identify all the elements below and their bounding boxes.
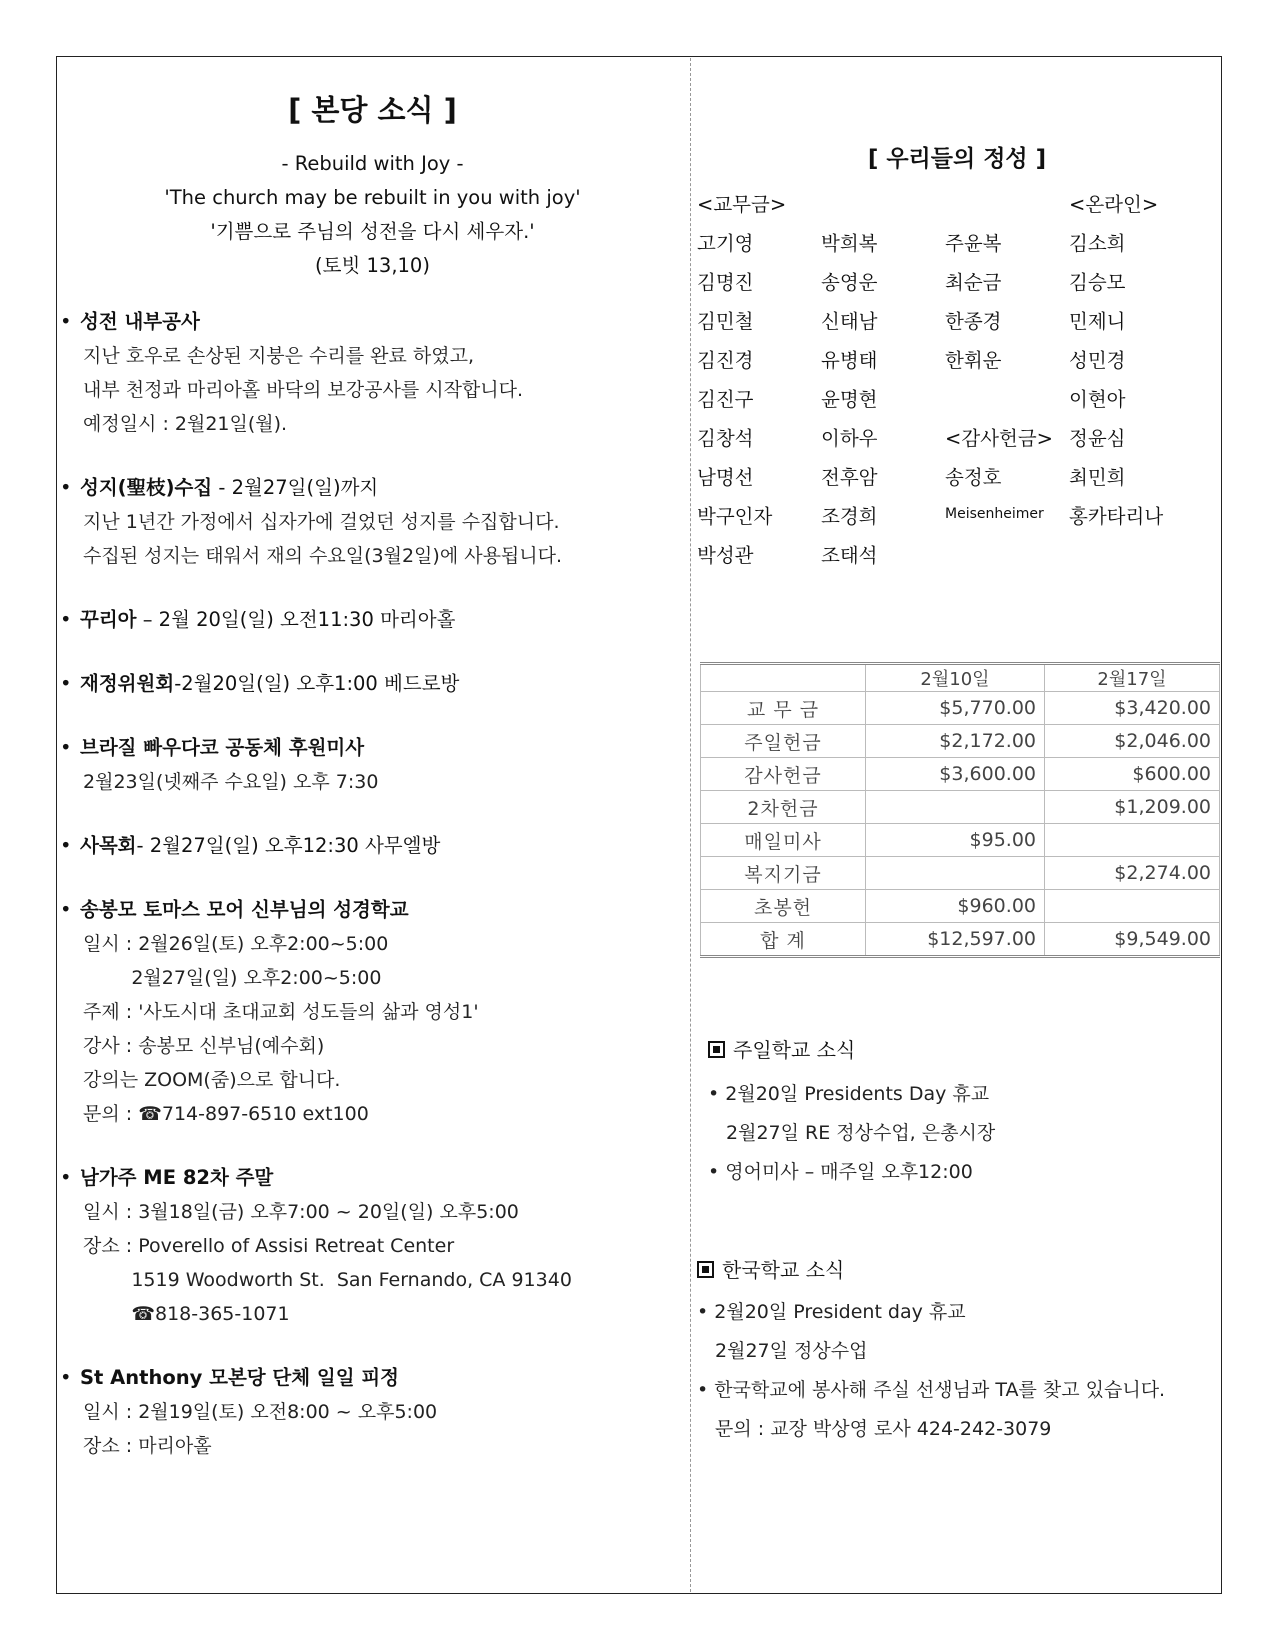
- table-header-blank: [701, 664, 866, 692]
- news-item-line: 문의 : ☎714-897-6510 ext100: [83, 1103, 369, 1125]
- donor-name: 한휘운: [945, 349, 1002, 372]
- news-item-line: 예정일시 : 2월21일(월).: [83, 413, 288, 435]
- donor-name: Meisenheimer: [945, 506, 1044, 522]
- table-row: [701, 758, 1220, 791]
- news-item-title: • 성지(聖枝)수집 - 2월27일(일)까지: [60, 471, 685, 505]
- donor-name: 전후암: [821, 466, 878, 489]
- news-item-line: 2월23일(넷째주 수요일) 오후 7:30: [83, 771, 379, 793]
- donor-name: 박성관: [697, 544, 754, 567]
- donor-name: 조태석: [821, 544, 878, 567]
- donor-name: 박구인자: [697, 505, 773, 528]
- table-header-row: [701, 664, 1220, 692]
- parish-news-column: [60, 88, 685, 1493]
- row-label: 합 계: [701, 923, 866, 957]
- donor-name: 김진구: [697, 388, 754, 411]
- donor-name: 최순금: [945, 271, 1002, 294]
- news-item-title: • 송봉모 토마스 모어 신부님의 성경학교: [60, 893, 685, 927]
- donor-name: 김소희: [1069, 232, 1126, 255]
- korean-school-line: • 한국학교에 봉사해 주실 선생님과 TA를 찾고 있습니다.: [697, 1379, 1166, 1401]
- news-item-title: • 재정위원회-2월20일(일) 오후1:00 베드로방: [60, 667, 685, 701]
- news-item-line: 내부 천정과 마리아홀 바닥의 보강공사를 시작합니다.: [83, 379, 524, 401]
- news-item: [60, 471, 685, 573]
- news-item: [60, 305, 685, 441]
- row-label: 매일미사: [701, 824, 866, 857]
- bullet-icon: •: [60, 736, 72, 759]
- korean-school-news: [697, 1255, 1217, 1449]
- amount-cell: $1,209.00: [1045, 791, 1220, 824]
- donor-name: 성민경: [1069, 349, 1126, 372]
- row-label: 복지기금: [701, 857, 866, 890]
- bullet-icon: •: [60, 476, 72, 499]
- donor-name: 최민희: [1069, 466, 1126, 489]
- sunday-school-news: [708, 1035, 1208, 1192]
- motto-line: - Rebuild with Joy -: [281, 152, 464, 175]
- motto-line: '기쁨으로 주님의 성전을 다시 세우자.': [210, 220, 535, 243]
- donor-name: 김창석: [697, 427, 754, 450]
- table-row: [701, 725, 1220, 758]
- news-item: [60, 603, 685, 637]
- amount-cell: $2,046.00: [1045, 725, 1220, 758]
- news-item-line: ☎818-365-1071: [83, 1303, 290, 1325]
- news-item-title: • 남가주 ME 82차 주말: [60, 1161, 685, 1195]
- column-divider: [690, 58, 691, 1592]
- korean-school-line: 2월27일 정상수업: [715, 1340, 868, 1362]
- donor-name: 홍카타리나: [1069, 505, 1164, 528]
- amount-cell: $5,770.00: [866, 692, 1045, 725]
- amount-cell: $95.00: [866, 824, 1045, 857]
- donor-name: 김승모: [1069, 271, 1126, 294]
- donor-names: [697, 189, 1217, 589]
- bullet-icon: •: [60, 608, 72, 631]
- news-item-title: • St Anthony 모본당 단체 일일 피정: [60, 1361, 685, 1395]
- row-label: 교 무 금: [701, 692, 866, 725]
- news-item: [60, 893, 685, 1131]
- amount-cell: $3,420.00: [1045, 692, 1220, 725]
- news-item-line: 장소 : 마리아홀: [83, 1435, 212, 1457]
- amount-cell: $3,600.00: [866, 758, 1045, 791]
- news-item-line: 일시 : 2월19일(토) 오전8:00 ~ 오후5:00: [83, 1401, 438, 1423]
- news-item-line: 수집된 성지는 태워서 재의 수요일(3월2일)에 사용됩니다.: [83, 545, 563, 567]
- donor-name: 윤명현: [821, 388, 878, 411]
- korean-school-line: • 2월20일 President day 휴교: [697, 1301, 966, 1323]
- news-item: [60, 1161, 685, 1331]
- donor-name: 민제니: [1069, 310, 1126, 333]
- news-item-line: 장소 : Poverello of Assisi Retreat Center: [83, 1235, 455, 1257]
- row-label: 2차헌금: [701, 791, 866, 824]
- motto-line: (토빗 13,10): [315, 254, 430, 277]
- amount-cell: [866, 791, 1045, 824]
- bullet-icon: •: [60, 1166, 72, 1189]
- gamsa-heading: <감사헌금>: [945, 427, 1054, 450]
- motto-line: 'The church may be rebuilt in you with joy': [164, 186, 581, 209]
- news-item-line: 2월27일(일) 오후2:00~5:00: [83, 967, 382, 989]
- news-item: [60, 829, 685, 863]
- donor-name: 고기영: [697, 232, 754, 255]
- news-item: [60, 731, 685, 799]
- donor-name: 남명선: [697, 466, 754, 489]
- amount-cell: $12,597.00: [866, 923, 1045, 957]
- amount-cell: $9,549.00: [1045, 923, 1220, 957]
- news-item-line: 강사 : 송봉모 신부님(예수회): [83, 1035, 325, 1057]
- news-item-line: 일시 : 2월26일(토) 오후2:00~5:00: [83, 933, 389, 955]
- news-item-line: 지난 1년간 가정에서 십자가에 걸었던 성지를 수집합니다.: [83, 511, 560, 533]
- donor-name: 김민철: [697, 310, 754, 333]
- offerings-column: [697, 140, 1217, 589]
- table-header-date: 2월10일: [866, 664, 1045, 692]
- offerings-table: [700, 662, 1220, 958]
- online-heading: <온라인>: [1069, 193, 1159, 216]
- news-item: [60, 667, 685, 701]
- donor-name: 박희복: [821, 232, 878, 255]
- donor-name: 한종경: [945, 310, 1002, 333]
- donor-name: 주윤복: [945, 232, 1002, 255]
- row-label: 주일헌금: [701, 725, 866, 758]
- korean-school-title: 한국학교 소식: [697, 1255, 1217, 1285]
- donor-name: 이현아: [1069, 388, 1126, 411]
- table-row: [701, 791, 1220, 824]
- sunday-school-line: • 영어미사 – 매주일 오후12:00: [708, 1161, 973, 1183]
- news-item-title: • 꾸리아 – 2월 20일(일) 오전11:30 마리아홀: [60, 603, 685, 637]
- bullet-icon: •: [60, 834, 72, 857]
- amount-cell: [1045, 824, 1220, 857]
- amount-cell: $600.00: [1045, 758, 1220, 791]
- square-bullet-icon: [708, 1041, 725, 1058]
- news-items: [60, 305, 685, 1463]
- kyomu-heading: <교무금>: [697, 193, 787, 216]
- parish-news-heading: [ 본당 소식 ]: [288, 93, 457, 127]
- motto: [60, 147, 685, 283]
- news-item-line: 지난 호우로 손상된 지붕은 수리를 완료 하였고,: [83, 345, 475, 367]
- amount-cell: [1045, 890, 1220, 923]
- news-item-line: 강의는 ZOOM(줌)으로 합니다.: [83, 1069, 341, 1091]
- row-label: 초봉헌: [701, 890, 866, 923]
- table-row: [701, 923, 1220, 957]
- row-label: 감사헌금: [701, 758, 866, 791]
- table-row: [701, 692, 1220, 725]
- amount-cell: $2,274.00: [1045, 857, 1220, 890]
- bullet-icon: •: [60, 310, 72, 333]
- table-header-date: 2월17일: [1045, 664, 1220, 692]
- news-item-line: 주제 : '사도시대 초대교회 성도들의 삶과 영성1': [83, 1001, 479, 1023]
- bullet-icon: •: [60, 672, 72, 695]
- donor-name: 조경희: [821, 505, 878, 528]
- sunday-school-line: • 2월20일 Presidents Day 휴교: [708, 1083, 990, 1105]
- square-bullet-icon: [697, 1261, 714, 1278]
- offerings-heading: [ 우리들의 정성 ]: [867, 146, 1047, 172]
- news-item-line: 1519 Woodworth St. San Fernando, CA 91340: [83, 1269, 572, 1291]
- donor-name: 송영운: [821, 271, 878, 294]
- table-row: [701, 857, 1220, 890]
- amount-cell: [866, 857, 1045, 890]
- news-item-title: • 브라질 빠우다코 공동체 후원미사: [60, 731, 685, 765]
- news-item-line: 일시 : 3월18일(금) 오후7:00 ~ 20일(일) 오후5:00: [83, 1201, 519, 1223]
- table-row: [701, 824, 1220, 857]
- bullet-icon: •: [60, 898, 72, 921]
- amount-cell: $960.00: [866, 890, 1045, 923]
- sunday-school-title: 주일학교 소식: [708, 1035, 1208, 1065]
- bullet-icon: •: [60, 1366, 72, 1389]
- donor-name: 송정호: [945, 466, 1002, 489]
- donor-name: 신태남: [821, 310, 878, 333]
- donor-name: 김진경: [697, 349, 754, 372]
- donor-name: 이하우: [821, 427, 878, 450]
- news-item-title: • 성전 내부공사: [60, 305, 685, 339]
- amount-cell: $2,172.00: [866, 725, 1045, 758]
- sunday-school-line: 2월27일 RE 정상수업, 은총시장: [726, 1122, 996, 1144]
- news-item: [60, 1361, 685, 1463]
- donor-name: 정윤심: [1069, 427, 1126, 450]
- donor-name: 유병태: [821, 349, 878, 372]
- korean-school-line: 문의 : 교장 박상영 로사 424-242-3079: [715, 1418, 1052, 1440]
- table-row: [701, 890, 1220, 923]
- news-item-title: • 사목회- 2월27일(일) 오후12:30 사무엘방: [60, 829, 685, 863]
- donor-name: 김명진: [697, 271, 754, 294]
